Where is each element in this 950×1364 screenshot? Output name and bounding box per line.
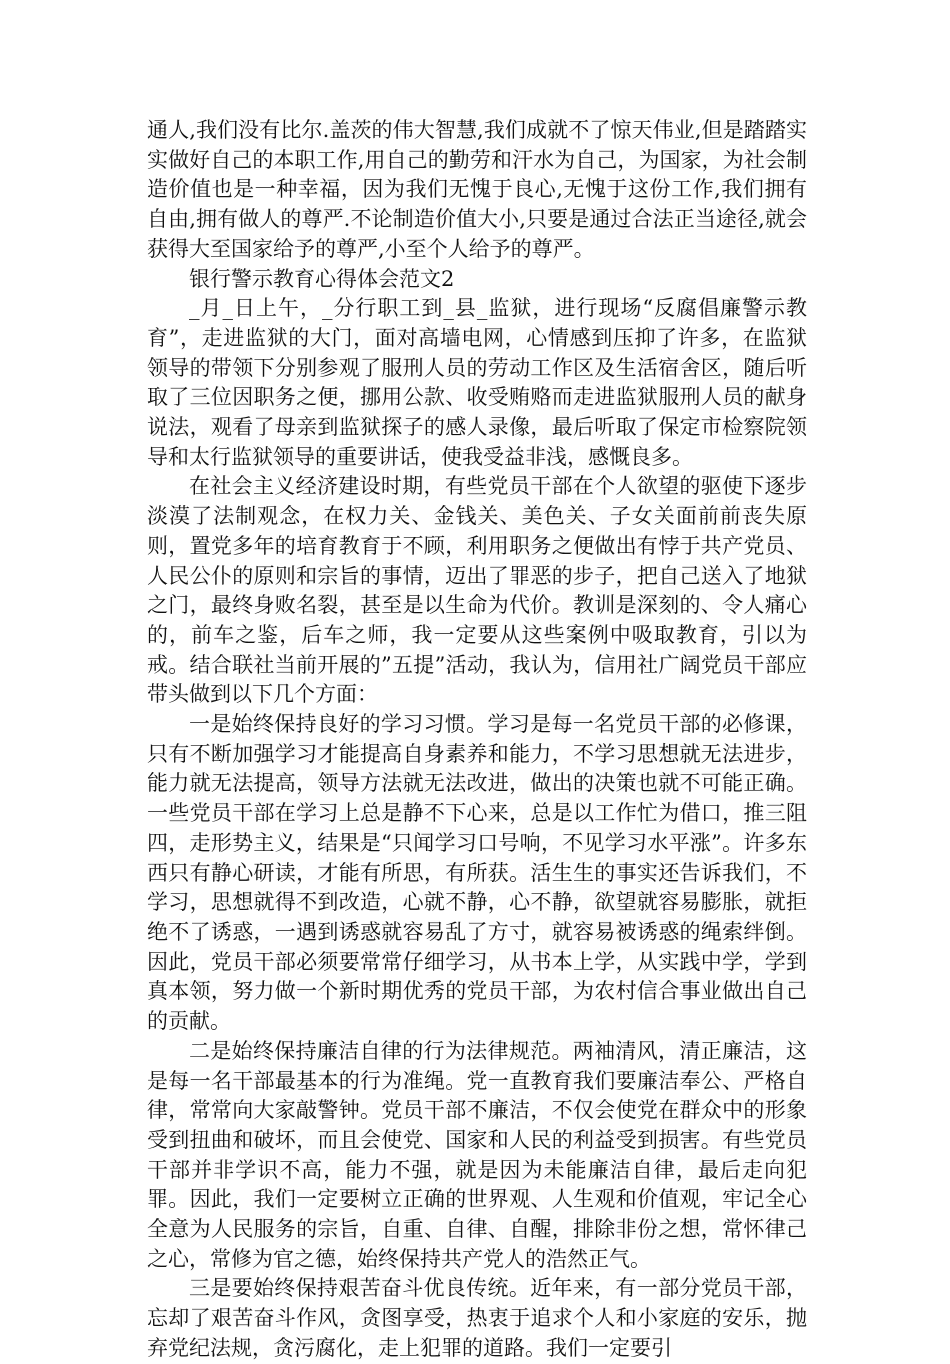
paragraph-visit: _月_日上午，_分行职工到_县_监狱，进行现场“反腐倡廉警示教育”，走进监狱的大门，面对高墙电网，心情感到压抑了许多，在监狱领导的带领下分别参观了服刑人员的劳动工作区及生活宿舍区，随后听取了三位因职务之便，挪用公款、收受贿赂而走进监狱服刑人员的献身说法，观看了母亲到监狱探子的感人录像，最后听取了保定市检察院领导和太行监狱领导的重要讲话，使我受益非浅，感慨良多。 <box>147 296 807 469</box>
document-page <box>147 116 807 1364</box>
section-heading: 银行警示教育心得体会范文2 <box>189 266 455 291</box>
paragraph-continued: 通人,我们没有比尔.盖茨的伟大智慧,我们成就不了惊天伟业,但是踏踏实实做好自己的本职工作,用自己的勤劳和汗水为自己，为国家，为社会制造价值也是一种幸福，因为我们无愧于良心,无愧于这份工作,我们拥有自由,拥有做人的尊严.不论制造价值大小,只要是通过合法正当途径,就会获得大至国家给予的尊严,小至个人给予的尊严。 <box>147 118 807 261</box>
paragraph-context: 在社会主义经济建设时期，有些党员干部在个人欲望的驱使下逐步淡漠了法制观念，在权力关、金钱关、美色关、子女关面前前丧失原则，置党多年的培育教育于不顾，利用职务之便做出有悖于共产党员、人民公仆的原则和宗旨的事情，迈出了罪恶的步子，把自己送入了地狱之门，最终身败名裂，甚至是以生命为代价。教训是深刻的、令人痛心的，前车之鉴，后车之师，我一定要从这些案例中吸取教育，引以为戒。结合联社当前开展的”五提”活动，我认为，信用社广阔党员干部应带头做到以下几个方面： <box>147 474 807 707</box>
paragraph-point-one: 一是始终保持良好的学习习惯。学习是每一名党员干部的必修课，只有不断加强学习才能提高自身素养和能力，不学习思想就无法进步，能力就无法提高，领导方法就无法改进，做出的决策也就不可能正确。一些党员干部在学习上总是静不下心来，总是以工作忙为借口，推三阻四，走形势主义，结果是“只闻学习口号响，不见学习水平涨”。许多东西只有静心研读，才能有所思，有所获。活生生的事实还告诉我们，不学习，思想就得不到改造，心就不静，心不静，欲望就容易膨胀，就拒绝不了诱惑，一遇到诱惑就容易乱了方寸，就容易被诱惑的绳索绊倒。因此，党员干部必须要常常仔细学习，从书本上学，从实践中学，学到真本领，努力做一个新时期优秀的党员干部，为农村信合事业做出自己的贡献。 <box>147 712 807 1034</box>
paragraph-point-two: 二是始终保持廉洁自律的行为法律规范。两袖清风，清正廉洁，这是每一名干部最基本的行为准绳。党一直教育我们要廉洁奉公、严格自律，常常向大家敲警钟。党员干部不廉洁，不仅会使党在群众中的形象受到扭曲和破坏，而且会使党、国家和人民的利益受到损害。有些党员干部并非学识不高，能力不强，就是因为未能廉洁自律，最后走向犯罪。因此，我们一定要树立正确的世界观、人生观和价值观，牢记全心全意为人民服务的宗旨，自重、自律、自醒，排除非份之想，常怀律己之心，常修为官之德，始终保持共产党人的浩然正气。 <box>147 1038 807 1271</box>
paragraph-point-three: 三是要始终保持艰苦奋斗优良传统。近年来，有一部分党员干部，忘却了艰苦奋斗作风，贪图享受，热衷于追求个人和小家庭的安乐，抛弃党纪法规，贪污腐化，走上犯罪的道路。我们一定要引 <box>147 1276 807 1360</box>
